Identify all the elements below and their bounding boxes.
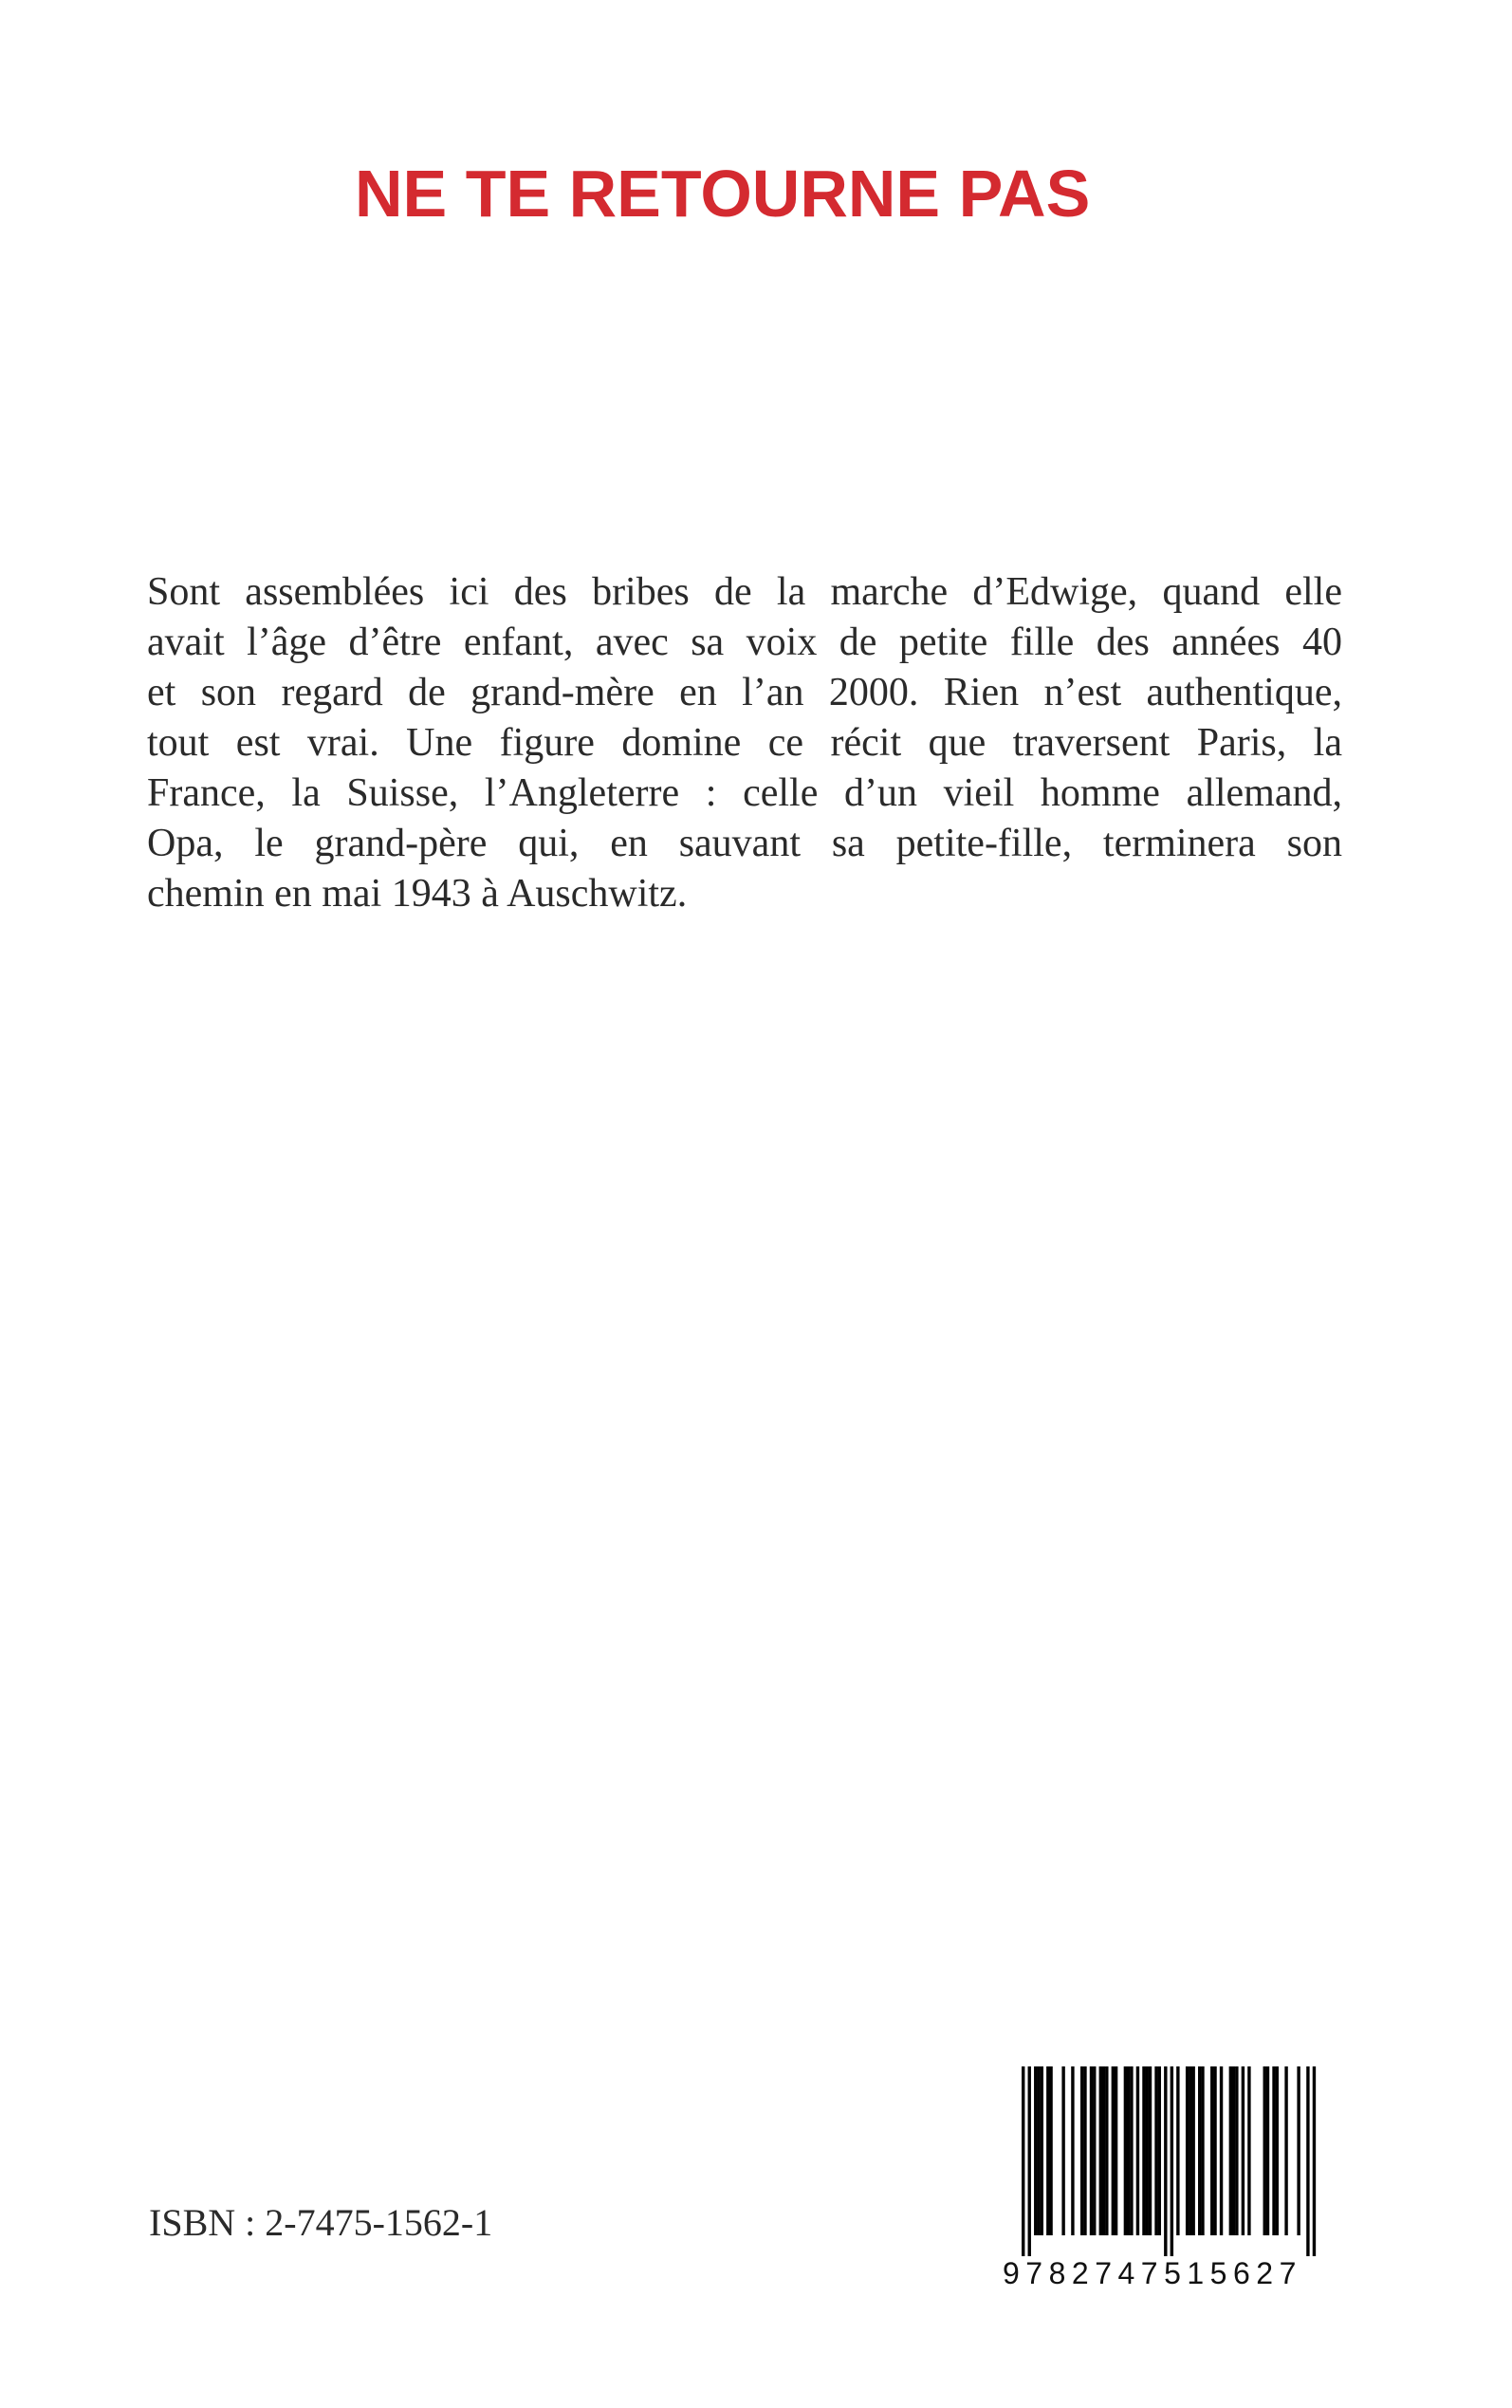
- barcode-bar: [1247, 2066, 1250, 2235]
- synopsis-line: France, la Suisse, l’Angleterre : celle d’un vieil homme allemand,: [147, 771, 1342, 815]
- barcode-bar: [1146, 2066, 1149, 2235]
- barcode-digits: 9782747515627: [1003, 2256, 1302, 2290]
- barcode-bar: [1049, 2066, 1052, 2235]
- barcode-bar: [1210, 2066, 1213, 2235]
- barcode-bar: [1164, 2066, 1167, 2256]
- barcode-bar: [1235, 2066, 1238, 2235]
- barcode-bar: [1099, 2066, 1102, 2235]
- barcode-bar: [1034, 2066, 1037, 2235]
- barcode-bar: [1080, 2066, 1083, 2235]
- barcode-bar: [1297, 2066, 1300, 2235]
- barcode-bar: [1263, 2066, 1266, 2235]
- barcode-bar: [1171, 2066, 1173, 2256]
- barcode-bar: [1028, 2066, 1031, 2256]
- book-title: NE TE RETOURNE PAS: [355, 157, 1091, 231]
- barcode-bar: [1061, 2066, 1064, 2235]
- barcode-bar: [1158, 2066, 1161, 2235]
- barcode-bar: [1266, 2066, 1269, 2235]
- barcode-bar: [1022, 2066, 1024, 2256]
- barcode-bar: [1213, 2066, 1216, 2235]
- barcode-bar: [1232, 2066, 1235, 2235]
- barcode-bar: [1220, 2066, 1223, 2235]
- barcode-bar: [1176, 2066, 1179, 2235]
- barcode-bar: [1186, 2066, 1189, 2235]
- barcode-bar: [1189, 2066, 1191, 2235]
- barcode-bar: [1115, 2066, 1117, 2235]
- synopsis-line: tout est vrai. Une figure domine ce récit que traversent Paris, la: [147, 721, 1342, 765]
- barcode-bar: [1130, 2066, 1133, 2235]
- barcode-graphic: [1003, 2066, 1320, 2256]
- synopsis: [147, 567, 1342, 919]
- barcode-bar: [1083, 2066, 1086, 2235]
- barcode-bar: [1198, 2066, 1201, 2235]
- barcode-bar: [1284, 2066, 1287, 2235]
- barcode-bar: [1093, 2066, 1096, 2235]
- barcode-bar: [1112, 2066, 1115, 2235]
- barcode-bar: [1201, 2066, 1204, 2235]
- barcode-bar: [1229, 2066, 1232, 2235]
- barcode-bar: [1272, 2066, 1275, 2235]
- synopsis-line: Sont assemblées ici des bribes de la marche d’Edwige, quand elle: [147, 570, 1342, 614]
- barcode-bar: [1105, 2066, 1108, 2235]
- synopsis-line: et son regard de grand-mère en l’an 2000. Rien n’est authentique,: [147, 671, 1342, 714]
- barcode-bar: [1306, 2066, 1309, 2256]
- barcode-bar: [1191, 2066, 1194, 2235]
- barcode-bar: [1046, 2066, 1049, 2235]
- barcode-bar: [1136, 2066, 1139, 2235]
- barcode-bar: [1041, 2066, 1043, 2235]
- barcode-bar: [1149, 2066, 1152, 2235]
- barcode-bar: [1313, 2066, 1316, 2256]
- synopsis-line: chemin en mai 1943 à Auschwitz.: [147, 872, 688, 916]
- isbn-label: ISBN : 2-7475-1562-1: [149, 2201, 493, 2244]
- barcode-bar: [1037, 2066, 1040, 2235]
- barcode-bar: [1154, 2066, 1157, 2235]
- synopsis-line: Opa, le grand-père qui, en sauvant sa petite-fille, terminera son: [147, 822, 1342, 865]
- barcode-bar: [1071, 2066, 1074, 2235]
- barcode-bar: [1124, 2066, 1127, 2235]
- barcode: [1003, 2066, 1320, 2290]
- barcode-bar: [1090, 2066, 1093, 2235]
- synopsis-line: avait l’âge d’être enfant, avec sa voix de petite fille des années 40: [147, 621, 1342, 664]
- barcode-bar: [1276, 2066, 1279, 2235]
- barcode-bar: [1142, 2066, 1145, 2235]
- barcode-bar: [1102, 2066, 1105, 2235]
- barcode-bar: [1242, 2066, 1245, 2235]
- barcode-bar: [1127, 2066, 1130, 2235]
